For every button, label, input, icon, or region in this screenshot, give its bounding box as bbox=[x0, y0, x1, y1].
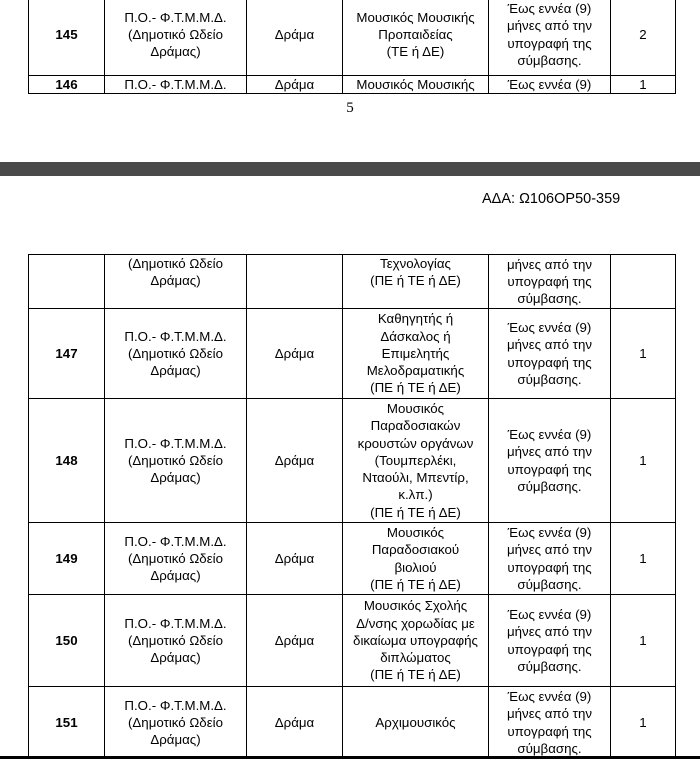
organization-cell: Π.Ο.- Φ.Τ.Μ.Μ.Δ. (Δημοτικό Ωδείο Δράμας) bbox=[105, 309, 247, 399]
positions-count-cell bbox=[611, 255, 676, 309]
row-number: 149 bbox=[29, 523, 105, 595]
specialty-cell: Τεχνολογίας (ΠΕ ή ΤΕ ή ΔΕ) bbox=[343, 255, 489, 309]
positions-table-page-1 bbox=[28, 0, 676, 94]
duration-cell: Έως εννέα (9) μήνες από την υπογραφή της σύμβασης. bbox=[489, 399, 611, 523]
table-row bbox=[29, 0, 676, 76]
specialty-cell: Μουσικός Παραδοσιακών κρουστών οργάνων (Τουμπερλέκι, Νταούλι, Μπεντίρ, κ.λπ.) (ΠΕ ή ΤΕ ή ΔΕ) bbox=[343, 399, 489, 523]
location-cell: Δράμα bbox=[247, 523, 343, 595]
location-cell bbox=[247, 255, 343, 309]
page-separator bbox=[0, 162, 700, 176]
location-cell: Δράμα bbox=[247, 687, 343, 759]
duration-cell: Έως εννέα (9) μήνες από την υπογραφή της σύμβασης. bbox=[489, 0, 611, 76]
row-number: 148 bbox=[29, 399, 105, 523]
specialty-cell: Μουσικός Παραδοσιακού βιολιού (ΠΕ ή ΤΕ ή ΔΕ) bbox=[343, 523, 489, 595]
table-row bbox=[29, 309, 676, 399]
organization-cell: Π.Ο.- Φ.Τ.Μ.Μ.Δ. bbox=[105, 76, 247, 94]
table-row bbox=[29, 687, 676, 759]
specialty-cell: Μουσικός Μουσικής Προπαιδείας (ΤΕ ή ΔΕ) bbox=[343, 0, 489, 76]
location-cell: Δράμα bbox=[247, 399, 343, 523]
positions-table-page-2 bbox=[28, 254, 676, 759]
positions-count-cell: 1 bbox=[611, 523, 676, 595]
location-cell: Δράμα bbox=[247, 0, 343, 76]
location-cell: Δράμα bbox=[247, 595, 343, 687]
positions-count-cell: 1 bbox=[611, 76, 676, 94]
table-row bbox=[29, 399, 676, 523]
organization-cell: Π.Ο.- Φ.Τ.Μ.Μ.Δ. (Δημοτικό Ωδείο Δράμας) bbox=[105, 523, 247, 595]
table-row bbox=[29, 255, 676, 309]
duration-cell: Έως εννέα (9) μήνες από την υπογραφή της σύμβασης. bbox=[489, 595, 611, 687]
duration-cell: Έως εννέα (9) μήνες από την υπογραφή της σύμβασης. bbox=[489, 687, 611, 759]
table-row bbox=[29, 76, 676, 94]
specialty-cell: Μουσικός Μουσικής bbox=[343, 76, 489, 94]
ada-identifier: ΑΔΑ: Ω106ΟΡ50-359 bbox=[482, 191, 621, 207]
specialty-cell: Καθηγητής ή Δάσκαλος ή Επιμελητής Μελοδραματικής (ΠΕ ή ΤΕ ή ΔΕ) bbox=[343, 309, 489, 399]
row-number: 150 bbox=[29, 595, 105, 687]
location-cell: Δράμα bbox=[247, 76, 343, 94]
duration-cell: μήνες από την υπογραφή της σύμβασης. bbox=[489, 255, 611, 309]
table-row bbox=[29, 595, 676, 687]
positions-count-cell: 1 bbox=[611, 595, 676, 687]
duration-cell: Έως εννέα (9) μήνες από την υπογραφή της σύμβασης. bbox=[489, 523, 611, 595]
specialty-cell: Μουσικός Σχολής Δ/νσης χορωδίας με δικαίωμα υπογραφής διπλώματος (ΠΕ ή ΤΕ ή ΔΕ) bbox=[343, 595, 489, 687]
organization-cell: Π.Ο.- Φ.Τ.Μ.Μ.Δ. (Δημοτικό Ωδείο Δράμας) bbox=[105, 399, 247, 523]
row-number: 146 bbox=[29, 76, 105, 94]
page-number: 5 bbox=[346, 100, 354, 116]
positions-count-cell: 1 bbox=[611, 309, 676, 399]
duration-cell: Έως εννέα (9) bbox=[489, 76, 611, 94]
organization-cell: Π.Ο.- Φ.Τ.Μ.Μ.Δ. (Δημοτικό Ωδείο Δράμας) bbox=[105, 0, 247, 76]
table-row bbox=[29, 523, 676, 595]
duration-cell: Έως εννέα (9) μήνες από την υπογραφή της σύμβασης. bbox=[489, 309, 611, 399]
row-number: 151 bbox=[29, 687, 105, 759]
positions-count-cell: 1 bbox=[611, 399, 676, 523]
specialty-cell: Αρχιμουσικός bbox=[343, 687, 489, 759]
organization-cell: (Δημοτικό Ωδείο Δράμας) bbox=[105, 255, 247, 309]
row-number: 145 bbox=[29, 0, 105, 76]
positions-count-cell: 1 bbox=[611, 687, 676, 759]
location-cell: Δράμα bbox=[247, 309, 343, 399]
row-number: 147 bbox=[29, 309, 105, 399]
organization-cell: Π.Ο.- Φ.Τ.Μ.Μ.Δ. (Δημοτικό Ωδείο Δράμας) bbox=[105, 687, 247, 759]
row-number bbox=[29, 255, 105, 309]
organization-cell: Π.Ο.- Φ.Τ.Μ.Μ.Δ. (Δημοτικό Ωδείο Δράμας) bbox=[105, 595, 247, 687]
positions-count-cell: 2 bbox=[611, 0, 676, 76]
